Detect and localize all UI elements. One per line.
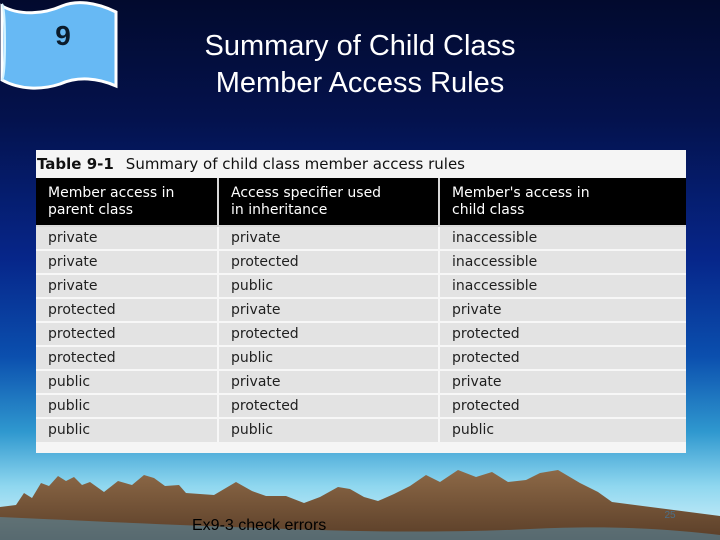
footer-caption: Ex9-3 check errors xyxy=(192,517,327,534)
table-label: Table 9-1 xyxy=(37,155,114,173)
table-cell: public xyxy=(439,418,686,442)
table-cell: protected xyxy=(218,250,439,274)
slide-number: 9 xyxy=(55,20,71,51)
table-cell: private xyxy=(36,250,218,274)
table-cell: public xyxy=(36,418,218,442)
table-cell: inaccessible xyxy=(439,274,686,298)
page-number: 25 xyxy=(664,510,676,521)
table-row xyxy=(36,418,686,442)
table-cell: private xyxy=(218,370,439,394)
table-row xyxy=(36,298,686,322)
table-cell: private xyxy=(218,298,439,322)
table-cell: public xyxy=(218,346,439,370)
table-cell: public xyxy=(218,418,439,442)
table-row xyxy=(36,274,686,298)
table-cell: inaccessible xyxy=(439,226,686,250)
access-rules-grid xyxy=(36,178,686,442)
table-cell: protected xyxy=(36,298,218,322)
column-header-child-access: Member's access in child class xyxy=(439,178,686,226)
table-cell: inaccessible xyxy=(439,250,686,274)
table-caption-text: Summary of child class member access rules xyxy=(125,155,465,173)
table-cell: public xyxy=(218,274,439,298)
table-cell: protected xyxy=(439,394,686,418)
table-cell: private xyxy=(218,226,439,250)
column-header-inheritance-specifier: Access specifier used in inheritance xyxy=(218,178,439,226)
table-cell: protected xyxy=(36,322,218,346)
mountain-landscape xyxy=(0,455,720,540)
slide-title: Summary of Child Class Member Access Rules xyxy=(204,30,516,99)
table-cell: protected xyxy=(439,322,686,346)
table-row xyxy=(36,370,686,394)
table-cell: private xyxy=(439,370,686,394)
table-row xyxy=(36,250,686,274)
table-row xyxy=(36,394,686,418)
access-rules-table xyxy=(36,150,686,453)
table-cell: private xyxy=(36,226,218,250)
table-cell: protected xyxy=(218,394,439,418)
table-row xyxy=(36,322,686,346)
table-cell: protected xyxy=(218,322,439,346)
table-row xyxy=(36,226,686,250)
table-caption xyxy=(36,150,465,178)
table-cell: protected xyxy=(439,346,686,370)
table-cell: public xyxy=(36,394,218,418)
table-cell: private xyxy=(36,274,218,298)
column-header-parent-access: Member access in parent class xyxy=(36,178,218,226)
table-cell: protected xyxy=(36,346,218,370)
table-cell: private xyxy=(439,298,686,322)
table-header-row xyxy=(36,178,686,226)
table-row xyxy=(36,346,686,370)
table-cell: public xyxy=(36,370,218,394)
